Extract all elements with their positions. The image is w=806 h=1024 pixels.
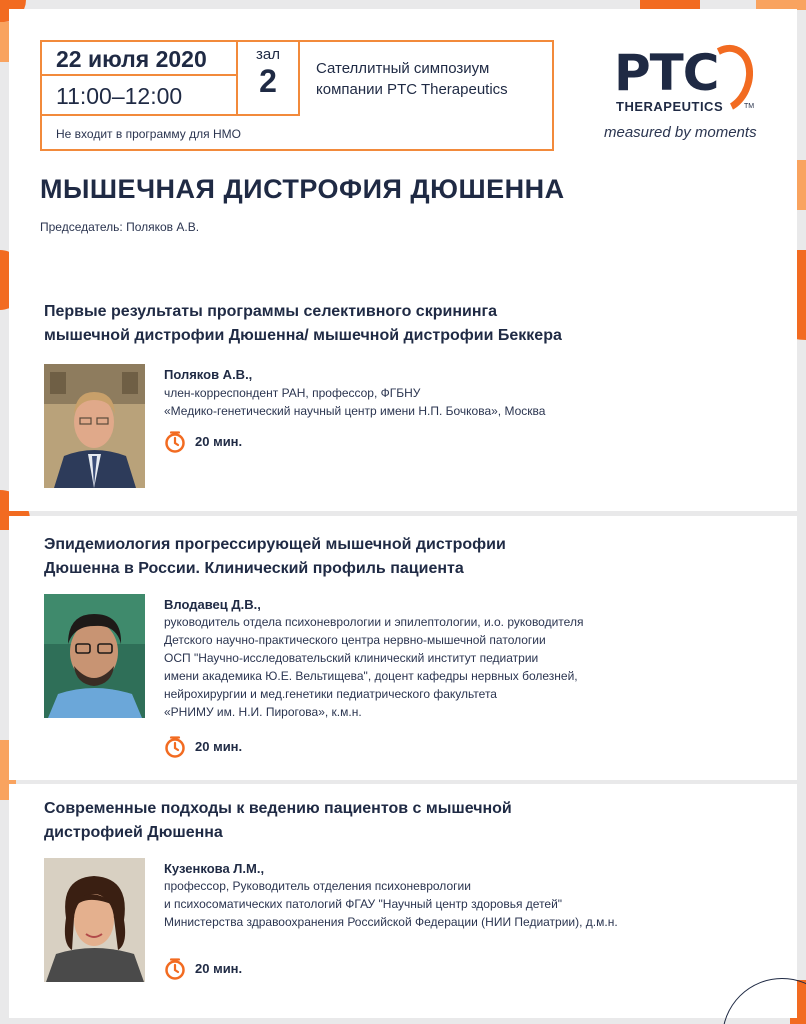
talk-title-line: Первые результаты программы селективного скрининга — [44, 303, 498, 320]
nmo-note: Не входит в программу для НМО — [56, 127, 241, 141]
symposium-description — [316, 58, 552, 100]
speaker-photo — [44, 364, 145, 488]
duration-text: 20 мин. — [195, 961, 243, 976]
speaker-desc-line: Министерства здравоохранения Российской Федерации (НИИ Педиатрии), д.м.н. — [164, 915, 618, 929]
logo-motto: measured by moments — [604, 124, 757, 141]
ptc-logo — [600, 40, 770, 150]
logo-subname: THERAPEUTICS — [616, 99, 724, 114]
speaker-desc-line: ОСП "Научно-исследовательский клинический институт педиатрии — [164, 651, 539, 665]
session-date: 22 июля 2020 — [42, 42, 238, 76]
duration-text: 20 мин. — [195, 739, 243, 754]
page-title: МЫШЕЧНАЯ ДИСТРОФИЯ ДЮШЕННА — [40, 174, 565, 204]
talk-title — [44, 797, 512, 845]
speaker-photo-image — [44, 858, 145, 982]
clock-icon — [164, 431, 186, 453]
hall-label: зал — [256, 46, 280, 63]
talk-title-line: дистрофией Дюшенна — [44, 824, 223, 841]
speaker-desc-line: «РНИМУ им. Н.И. Пирогова», к.м.н. — [164, 705, 362, 719]
speaker-name: Кузенкова Л.М., — [164, 861, 265, 876]
symposium-line: компании PTC Therapeutics — [316, 81, 508, 98]
speaker-desc-line: руководитель отдела психоневрологии и эпилептологии, и.о. руководителя — [164, 615, 584, 629]
speaker-desc-line: член-корреспондент РАН, профессор, ФГБНУ — [164, 386, 421, 400]
duration-text: 20 мин. — [195, 434, 243, 449]
talk-title-line: Дюшенна в России. Клинический профиль пациента — [44, 560, 464, 577]
session-time: 11:00–12:00 — [42, 76, 238, 116]
speaker-desc-line: «Медико-генетический научный центр имени Н.П. Бочкова», Москва — [164, 404, 546, 418]
logo-trademark: TM — [744, 103, 755, 110]
speaker-description — [164, 877, 618, 931]
symposium-line: Сателлитный симпозиум — [316, 60, 490, 77]
session-info-box — [40, 40, 554, 151]
talk-title-line: Эпидемиология прогрессирующей мышечной дистрофии — [44, 536, 506, 553]
speaker-desc-line: Детского научно-практического центра нервно-мышечной патологии — [164, 633, 546, 647]
hall-box — [238, 42, 300, 116]
talk-title-line: мышечной дистрофии Дюшенна/ мышечной дистрофии Беккера — [44, 327, 562, 344]
speaker-description — [164, 613, 583, 721]
talk-title — [44, 533, 506, 581]
speaker-photo-image — [44, 364, 145, 488]
speaker-photo-image — [44, 594, 145, 718]
speaker-description — [164, 384, 545, 420]
speaker-desc-line: и психосоматических патологий ФГАУ "Научный центр здоровья детей" — [164, 897, 563, 911]
clock-icon — [164, 736, 186, 758]
speaker-name: Влодавец Д.В., — [164, 597, 261, 612]
chairperson: Председатель: Поляков А.В. — [40, 220, 200, 234]
talk-title — [44, 300, 562, 348]
logo-name: PTC — [614, 44, 719, 102]
info-box-empty-cell — [300, 116, 552, 151]
speaker-photo — [44, 594, 145, 718]
speaker-name: Поляков А.В., — [164, 367, 253, 382]
speaker-desc-line: нейрохирургии и мед.генетики педиатрического факультета — [164, 687, 497, 701]
talk-title-line: Современные подходы к ведению пациентов с мышечной — [44, 800, 512, 817]
speaker-desc-line: профессор, Руководитель отделения психоневрологии — [164, 879, 471, 893]
hall-number: 2 — [259, 63, 277, 99]
speaker-photo — [44, 858, 145, 982]
speaker-desc-line: имени академика Ю.Е. Вельтищева", доцент кафедры нервных болезней, — [164, 669, 578, 683]
clock-icon — [164, 958, 186, 980]
